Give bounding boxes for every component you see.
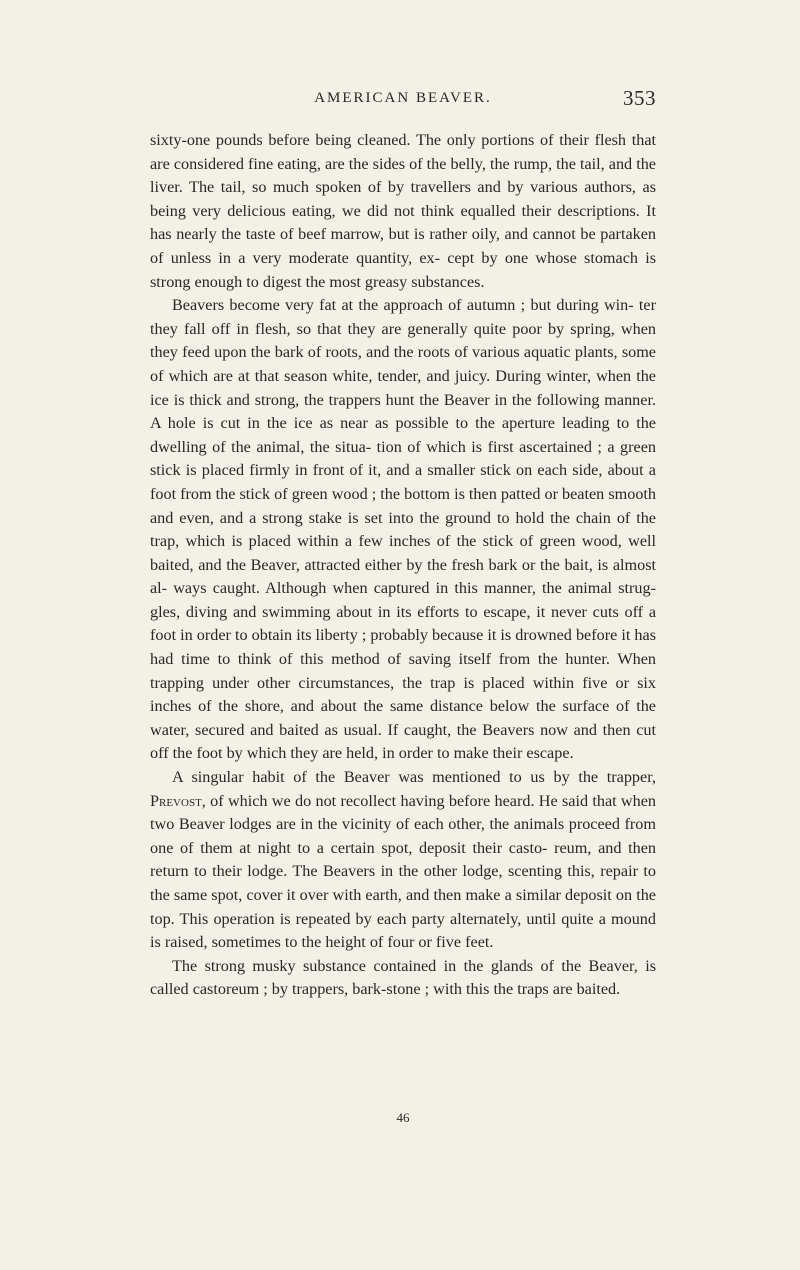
paragraph-3-rest: of which we do not recollect having before heard. He said that when two Beaver lodges are in the vicinity of each other, the animals proceed from one of them at night to a certain spot, deposit their casto- reum, and then return to their lodge. The Beavers in the other lodge, scenting this, repair to the same spot, cover it over with earth, and then make a similar deposit on the top. This operation is repeated by each party alternately, until quite a mound is raised, sometimes to the height of four or five feet. xyxy=(150,791,656,952)
signature-mark: 46 xyxy=(396,1110,410,1125)
paragraph-1: sixty-one pounds before being cleaned. The only portions of their flesh that are considered fine eating, are the sides of the belly, the rump, the tail, and the liver. The tail, so much spoken of by travellers and by various authors, as being very delicious eating, we did not think equalled their descriptions. It has nearly the taste of beef marrow, but is rather oily, and cannot be partaken of unless in a very moderate quantity, ex- cept by one whose stomach is strong enough to digest the most greasy substances. xyxy=(150,131,656,291)
paragraph-4: The strong musky substance contained in the glands of the Beaver, is called castoreum ; by trappers, bark-stone ; with this the traps are baited. xyxy=(150,956,656,999)
running-title: AMERICAN BEAVER. xyxy=(314,90,492,106)
paragraph-3-lead: A singular habit of the Beaver was mentioned to us by the trapper, xyxy=(172,768,656,787)
paragraph-3 xyxy=(150,766,656,955)
page-number: 353 xyxy=(623,86,656,110)
running-head xyxy=(150,86,656,116)
body-text xyxy=(150,129,656,1002)
trapper-name: Prevost, xyxy=(150,791,206,810)
paragraph-2: Beavers become very fat at the approach of autumn ; but during win- ter they fall off in flesh, so that they are generally quite poor by spring, when they feed upon the bark of roots, and the roots of various aquatic plants, some of which are at that season white, tender, and juicy. During winter, when the ice is thick and strong, the trappers hunt the Beaver in the following manner. A hole is cut in the ice as near as possible to the aperture leading to the dwelling of the animal, the situa- tion of which is first ascertained ; a green stick is placed firmly in front of it, and a smaller stick on each side, about a foot from the stick of green wood ; the bottom is then patted or beaten smooth and even, and a strong stake is set into the ground to hold the chain of the trap, which is placed within a few inches of the stick of green wood, well baited, and the Beaver, attracted either by the fresh bark or the bait, is almost al- ways caught. Although when captured in this manner, the animal strug- gles, diving and swimming about in its efforts to escape, it never cuts off a foot in order to obtain its liberty ; probably because it is drowned before it has had time to think of this method of saving itself from the hunter. When trapping under other circumstances, the trap is placed within five or six inches of the shore, and about the same distance below the surface of the water, secured and baited as usual. If caught, the Beavers now and then cut off the foot by which they are held, in order to make their escape. xyxy=(150,296,656,763)
